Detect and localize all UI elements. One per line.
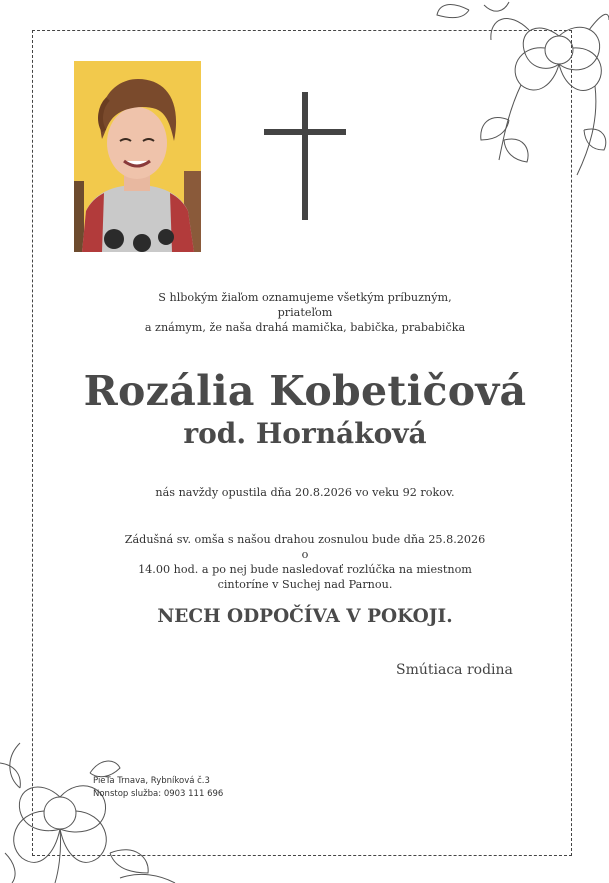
intro-text: [130, 290, 480, 335]
funeral-mass-text: [120, 532, 490, 592]
flower-ornament-top-icon: [409, 0, 609, 185]
mass-line-3: cintoríne v Suchej nad Parnou.: [217, 578, 393, 591]
intro-line-2: a známym, že naša drahá mamička, babička, prababička: [144, 321, 466, 334]
intro-line-1: S hlbokým žiaľom oznamujeme všetkým príbuzným, priateľom: [158, 291, 452, 319]
portrait-photo: [74, 61, 201, 252]
mass-line-1: Zádušná sv. omša s našou drahou zosnulou bude dňa 25.8.2026 o: [124, 533, 486, 561]
rest-in-peace-motto: NECH ODPOČÍVA V POKOJI.: [157, 606, 453, 627]
passed-text: nás navždy opustila dňa 20.8.2026 vo veku 92 rokov.: [155, 486, 455, 499]
funeral-agency-info: [93, 775, 223, 801]
grieving-family-signature: Smútiaca rodina: [396, 662, 513, 678]
cross-icon: [264, 92, 348, 222]
agency-phone: Nonstop služba: 0903 111 696: [93, 789, 224, 799]
maiden-name: rod. Hornáková: [183, 417, 427, 450]
mass-line-2: 14.00 hod. a po nej bude nasledovať rozlúčka na miestnom: [138, 563, 472, 576]
agency-address: PieTa Trnava, Rybníková č.3: [93, 776, 210, 786]
deceased-name: Rozália Kobetičová: [83, 367, 527, 415]
